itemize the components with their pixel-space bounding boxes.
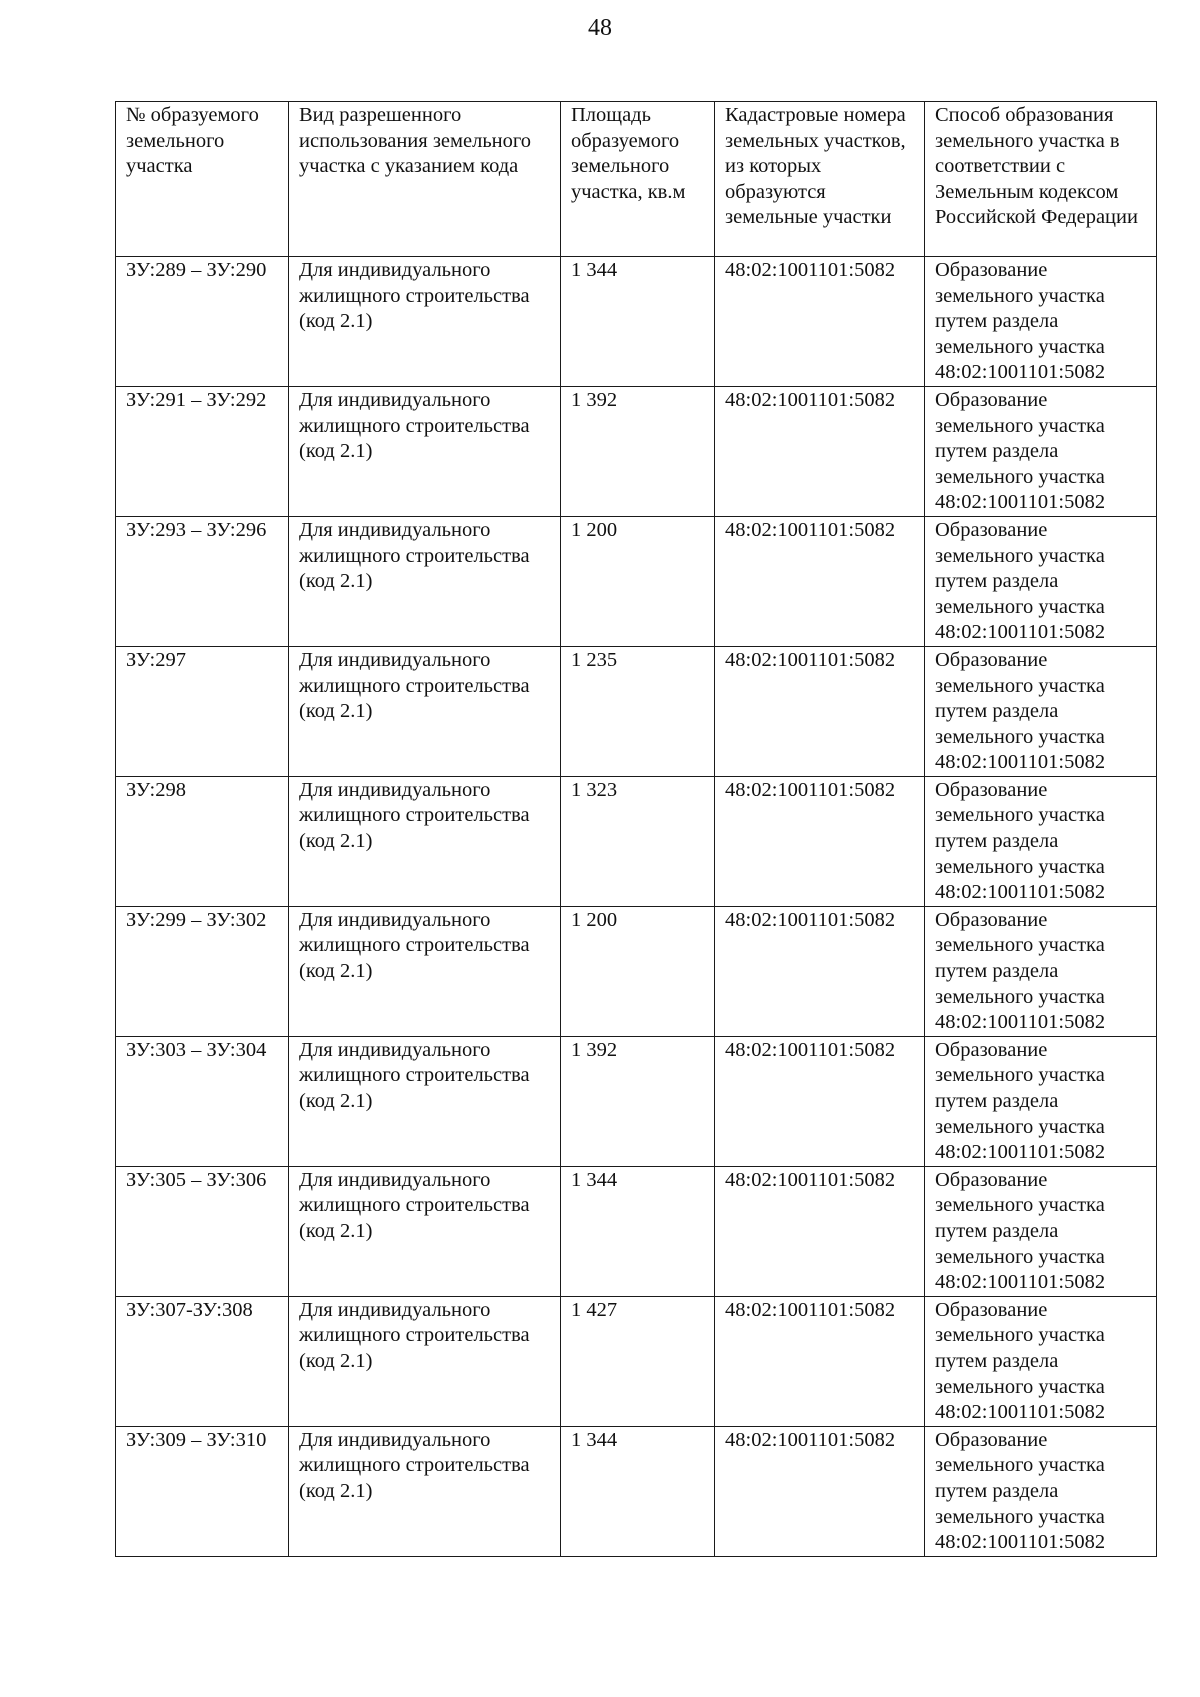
header-row xyxy=(116,102,1157,257)
table-row xyxy=(116,386,1157,516)
table-row xyxy=(116,516,1157,646)
cell-area: 1 344 xyxy=(561,1426,715,1556)
cell-parcel-number: ЗУ:299 – ЗУ:302 xyxy=(116,906,289,1036)
table-row xyxy=(116,257,1157,387)
cell-cadastral-number: 48:02:1001101:5082 xyxy=(715,516,925,646)
cell-formation-method: Образование земельного участка путем раздела земельного участка 48:02:1001101:5082 xyxy=(925,386,1157,516)
cell-parcel-number: ЗУ:305 – ЗУ:306 xyxy=(116,1166,289,1296)
cell-area: 1 323 xyxy=(561,776,715,906)
cell-area: 1 200 xyxy=(561,906,715,1036)
cell-permitted-use: Для индивидуального жилищного строительства (код 2.1) xyxy=(289,1036,561,1166)
cell-cadastral-number: 48:02:1001101:5082 xyxy=(715,1426,925,1556)
cell-cadastral-number: 48:02:1001101:5082 xyxy=(715,257,925,387)
cell-cadastral-number: 48:02:1001101:5082 xyxy=(715,646,925,776)
parcels-table xyxy=(115,101,1157,1557)
table-row xyxy=(116,1296,1157,1426)
cell-permitted-use: Для индивидуального жилищного строительства (код 2.1) xyxy=(289,257,561,387)
cell-permitted-use: Для индивидуального жилищного строительства (код 2.1) xyxy=(289,646,561,776)
cell-permitted-use: Для индивидуального жилищного строительства (код 2.1) xyxy=(289,516,561,646)
cell-area: 1 200 xyxy=(561,516,715,646)
cell-cadastral-number: 48:02:1001101:5082 xyxy=(715,776,925,906)
cell-cadastral-number: 48:02:1001101:5082 xyxy=(715,1296,925,1426)
cell-permitted-use: Для индивидуального жилищного строительства (код 2.1) xyxy=(289,1296,561,1426)
cell-parcel-number: ЗУ:307-ЗУ:308 xyxy=(116,1296,289,1426)
table-row xyxy=(116,906,1157,1036)
cell-permitted-use: Для индивидуального жилищного строительства (код 2.1) xyxy=(289,906,561,1036)
cell-area: 1 344 xyxy=(561,1166,715,1296)
cell-permitted-use: Для индивидуального жилищного строительства (код 2.1) xyxy=(289,776,561,906)
cell-area: 1 427 xyxy=(561,1296,715,1426)
cell-parcel-number: ЗУ:303 – ЗУ:304 xyxy=(116,1036,289,1166)
header-area: Площадь образуемого земельного участка, кв.м xyxy=(561,102,715,257)
table-row xyxy=(116,1036,1157,1166)
cell-formation-method: Образование земельного участка путем раздела земельного участка 48:02:1001101:5082 xyxy=(925,906,1157,1036)
cell-cadastral-number: 48:02:1001101:5082 xyxy=(715,1036,925,1166)
cell-area: 1 235 xyxy=(561,646,715,776)
table-row xyxy=(116,1166,1157,1296)
cell-formation-method: Образование земельного участка путем раздела земельного участка 48:02:1001101:5082 xyxy=(925,257,1157,387)
cell-cadastral-number: 48:02:1001101:5082 xyxy=(715,906,925,1036)
cell-formation-method: Образование земельного участка путем раздела земельного участка 48:02:1001101:5082 xyxy=(925,1426,1157,1556)
cell-parcel-number: ЗУ:297 xyxy=(116,646,289,776)
header-formation-method: Способ образования земельного участка в соответствии с Земельным кодексом Российской Федерации xyxy=(925,102,1157,257)
cell-area: 1 392 xyxy=(561,386,715,516)
cell-formation-method: Образование земельного участка путем раздела земельного участка 48:02:1001101:5082 xyxy=(925,646,1157,776)
cell-formation-method: Образование земельного участка путем раздела земельного участка 48:02:1001101:5082 xyxy=(925,776,1157,906)
page-number: 48 xyxy=(588,15,612,41)
cell-permitted-use: Для индивидуального жилищного строительства (код 2.1) xyxy=(289,1166,561,1296)
header-cadastral-numbers: Кадастровые номера земельных участков, из которых образуются земельные участки xyxy=(715,102,925,257)
cell-permitted-use: Для индивидуального жилищного строительства (код 2.1) xyxy=(289,1426,561,1556)
table-row xyxy=(116,646,1157,776)
header-permitted-use: Вид разрешенного использования земельного участка с указанием кода xyxy=(289,102,561,257)
cell-area: 1 344 xyxy=(561,257,715,387)
cell-parcel-number: ЗУ:293 – ЗУ:296 xyxy=(116,516,289,646)
cell-formation-method: Образование земельного участка путем раздела земельного участка 48:02:1001101:5082 xyxy=(925,1296,1157,1426)
cell-formation-method: Образование земельного участка путем раздела земельного участка 48:02:1001101:5082 xyxy=(925,1166,1157,1296)
table-body xyxy=(116,257,1157,1557)
cell-parcel-number: ЗУ:298 xyxy=(116,776,289,906)
table-header xyxy=(116,102,1157,257)
table-row xyxy=(116,1426,1157,1556)
table-row xyxy=(116,776,1157,906)
cell-parcel-number: ЗУ:309 – ЗУ:310 xyxy=(116,1426,289,1556)
cell-parcel-number: ЗУ:289 – ЗУ:290 xyxy=(116,257,289,387)
cell-permitted-use: Для индивидуального жилищного строительства (код 2.1) xyxy=(289,386,561,516)
cell-formation-method: Образование земельного участка путем раздела земельного участка 48:02:1001101:5082 xyxy=(925,1036,1157,1166)
cell-area: 1 392 xyxy=(561,1036,715,1166)
header-parcel-number: № образуемого земельного участка xyxy=(116,102,289,257)
cell-parcel-number: ЗУ:291 – ЗУ:292 xyxy=(116,386,289,516)
cell-cadastral-number: 48:02:1001101:5082 xyxy=(715,386,925,516)
cell-cadastral-number: 48:02:1001101:5082 xyxy=(715,1166,925,1296)
cell-formation-method: Образование земельного участка путем раздела земельного участка 48:02:1001101:5082 xyxy=(925,516,1157,646)
